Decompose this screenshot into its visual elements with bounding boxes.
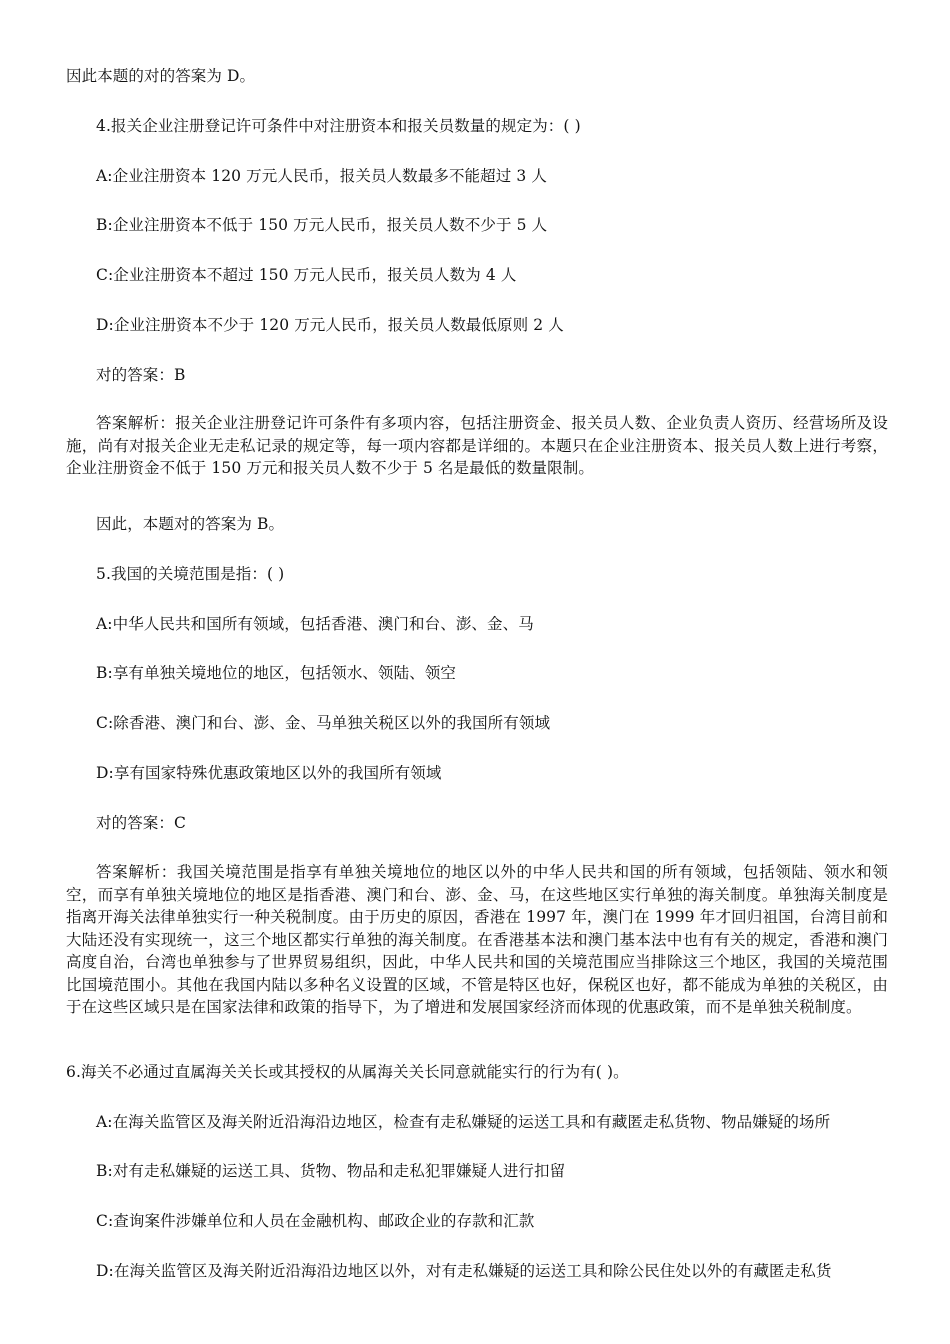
text-line-conclusion-3: 因此本题的对的答案为 D。 — [66, 67, 256, 85]
question-5-option-b: B:享有单独关境地位的地区，包括领水、领陆、领空 — [96, 664, 457, 682]
question-4-answer: 对的答案：B — [96, 366, 186, 384]
question-4-explanation: 答案解析：报关企业注册登记许可条件有多项内容，包括注册资金、报关员人数、企业负责人资历、经营场所及设施，尚有对报关企业无走私记录的规定等，每一项内容都是详细的。本题只在企业注册资本、报关员人数上进行考察，企业注册资金不低于 150 万元和报关员人数不少于 5 名是最低的数量限制。 — [66, 414, 888, 477]
question-6-option-c: C:查询案件涉嫌单位和人员在金融机构、邮政企业的存款和汇款 — [96, 1212, 535, 1230]
question-6-option-a: A:在海关监管区及海关附近沿海沿边地区，检查有走私嫌疑的运送工具和有藏匿走私货物、物品嫌疑的场所 — [96, 1113, 831, 1131]
question-6-option-b: B:对有走私嫌疑的运送工具、货物、物品和走私犯罪嫌疑人进行扣留 — [96, 1162, 566, 1180]
question-5-explanation: 答案解析：我国关境范围是指享有单独关境地位的地区以外的中华人民共和国的所有领域，包括领陆、领水和领空，而享有单独关境地位的地区是指香港、澳门和台、澎、金、马，在这些地区实行单独的海关制度。单独海关制度是指离开海关法律单独实行一种关税制度。由于历史的原因，香港在 1997 年，澳门在 1999 年才回归祖国，台湾目前和大陆还没有实现统一，这三个地区都实行单独的海关制度。在香港基本法和澳门基本法中也有有关的规定，香港和澳门高度自治，台湾也单独参与了世界贸易组织，因此，中华人民共和国的关境范围应当排除这三个地区，我国的关境范围比国境范围小。其他在我国内陆以多种名义设置的区域，不管是特区也好，保税区也好，都不能成为单独的关税区，由于在这些区域只是在国家法律和政策的指导下，为了增进和发展国家经济而体现的优惠政策，而不是单独关税制度。 — [66, 863, 888, 1016]
question-4: 4.报关企业注册登记许可条件中对注册资本和报关员数量的规定为：( ) — [96, 117, 581, 135]
question-4-conclusion: 因此，本题对的答案为 B。 — [96, 515, 285, 533]
question-4-option-b: B:企业注册资本不低于 150 万元人民币，报关员人数不少于 5 人 — [96, 216, 548, 234]
question-5-option-a: A:中华人民共和国所有领域，包括香港、澳门和台、澎、金、马 — [96, 615, 534, 633]
question-5-option-d: D:享有国家特殊优惠政策地区以外的我国所有领域 — [96, 764, 442, 782]
question-6: 6.海关不必通过直属海关关长或其授权的从属海关关长同意就能实行的行为有( )。 — [66, 1063, 629, 1081]
question-5: 5.我国的关境范围是指：( ) — [96, 565, 285, 583]
question-4-option-d: D:企业注册资本不少于 120 万元人民币，报关员人数最低原则 2 人 — [96, 316, 564, 334]
question-5-answer: 对的答案：C — [96, 814, 186, 832]
question-4-option-a: A:企业注册资本 120 万元人民币，报关员人数最多不能超过 3 人 — [96, 167, 547, 185]
question-6-option-d: D:在海关监管区及海关附近沿海沿边地区以外，对有走私嫌疑的运送工具和除公民住处以外的有藏匿走私货 — [96, 1262, 832, 1280]
question-4-option-c: C:企业注册资本不超过 150 万元人民币，报关员人数为 4 人 — [96, 266, 517, 284]
question-5-option-c: C:除香港、澳门和台、澎、金、马单独关税区以外的我国所有领域 — [96, 714, 551, 732]
